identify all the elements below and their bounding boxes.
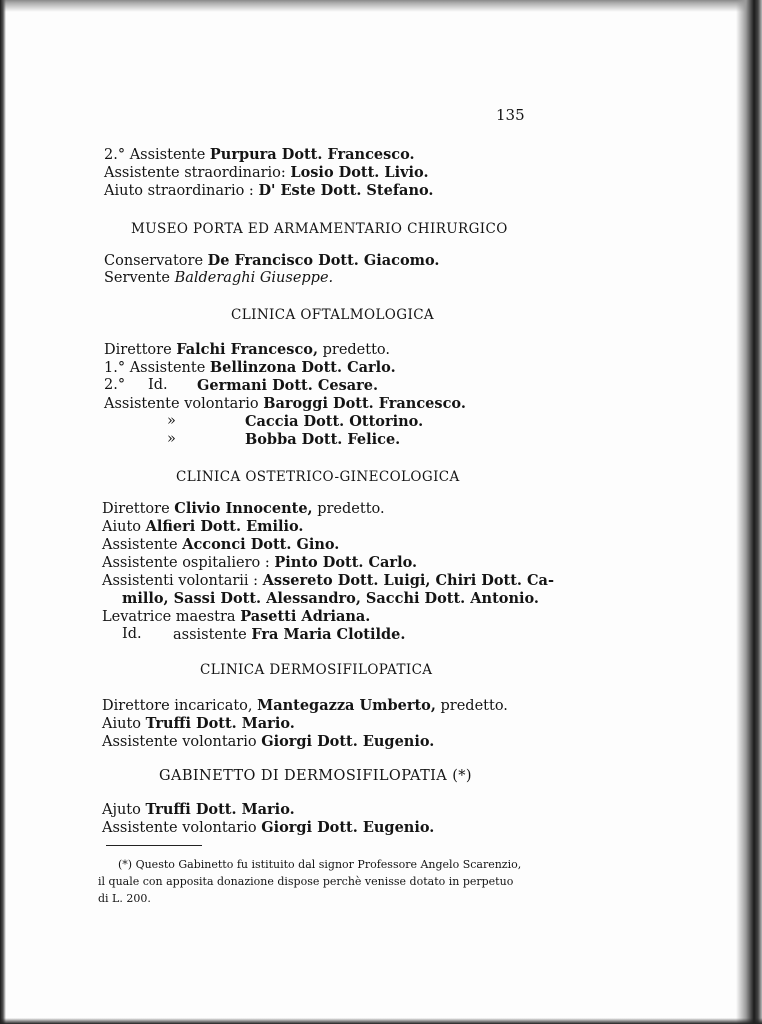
role-label: Assistenti volontarii : bbox=[102, 573, 259, 589]
staff-line bbox=[104, 395, 466, 413]
role-label: Aiuto straordinario : bbox=[104, 183, 254, 199]
staff-line bbox=[102, 715, 295, 733]
person-name: Giorgi Dott. Eugenio. bbox=[261, 819, 435, 836]
ditto-mark: » bbox=[167, 413, 176, 429]
scan-edge-left bbox=[0, 0, 6, 1024]
role-label: Assistente volontario bbox=[102, 820, 257, 836]
staff-line bbox=[102, 518, 303, 536]
section-heading-gabinetto: GABINETTO DI DERMOSIFILOPATIA (*) bbox=[159, 768, 472, 784]
staff-line bbox=[102, 554, 417, 572]
person-name: D' Este Dott. Stefano. bbox=[258, 182, 434, 199]
staff-line bbox=[104, 252, 440, 270]
staff-line bbox=[102, 536, 339, 554]
person-name: Pinto Dott. Carlo. bbox=[274, 554, 418, 571]
person-name: Baroggi Dott. Francesco. bbox=[263, 395, 466, 412]
role-label: Direttore bbox=[102, 501, 170, 517]
name-suffix: predetto. bbox=[440, 698, 508, 714]
role-label: assistente bbox=[173, 627, 247, 643]
footnote-line: di L. 200. bbox=[98, 892, 151, 905]
staff-line bbox=[102, 572, 554, 590]
staff-line bbox=[102, 819, 434, 837]
role-label: Assistente ospitaliero : bbox=[102, 555, 270, 571]
staff-line bbox=[102, 608, 370, 626]
person-name: Truffi Dott. Mario. bbox=[145, 801, 295, 818]
staff-line bbox=[104, 270, 333, 287]
role-label: Levatrice maestra bbox=[102, 609, 236, 625]
person-name: Giorgi Dott. Eugenio. bbox=[261, 733, 435, 750]
staff-line bbox=[102, 733, 434, 751]
scan-edge-right bbox=[736, 0, 762, 1024]
person-name: De Francisco Dott. Giacomo. bbox=[207, 252, 440, 269]
role-label: Aiuto bbox=[102, 519, 142, 535]
name-suffix: predetto. bbox=[317, 501, 385, 517]
person-name: Pasetti Adriana. bbox=[240, 608, 371, 625]
staff-line bbox=[104, 359, 396, 377]
footnote-line: (*) Questo Gabinetto fu istituito dal signor Professore Angelo Scarenzio, bbox=[118, 858, 522, 871]
person-name: Clivio Innocente, bbox=[174, 500, 313, 517]
role-label: Ajuto bbox=[102, 802, 141, 818]
section-heading-oftalmologica: CLINICA OFTALMOLOGICA bbox=[231, 307, 435, 323]
staff-line bbox=[102, 500, 385, 518]
staff-line bbox=[173, 626, 405, 644]
role-label: Direttore bbox=[104, 342, 172, 358]
role-label: Conservatore bbox=[104, 253, 204, 269]
role-label: 2.° Assistente bbox=[104, 147, 206, 163]
page-number: 135 bbox=[496, 106, 525, 124]
person-name: Mantegazza Umberto, bbox=[257, 697, 436, 714]
footnote-divider bbox=[106, 845, 202, 846]
person-name: Bobba Dott. Felice. bbox=[245, 431, 401, 448]
role-label: Assistente straordinario: bbox=[104, 165, 286, 181]
person-name: Falchi Francesco, bbox=[176, 341, 318, 358]
name-suffix: predetto. bbox=[322, 342, 391, 358]
ditto-mark: » bbox=[167, 431, 176, 447]
role-label: Direttore incaricato, bbox=[102, 698, 253, 714]
role-label: Servente bbox=[104, 270, 170, 286]
person-name: Fra Maria Clotilde. bbox=[251, 626, 406, 643]
person-name: Purpura Dott. Francesco. bbox=[209, 146, 415, 163]
person-name: Truffi Dott. Mario. bbox=[145, 715, 295, 732]
section-heading-ostetrico: CLINICA OSTETRICO-GINECOLOGICA bbox=[176, 469, 460, 485]
section-heading-museo: MUSEO PORTA ED ARMAMENTARIO CHIRURGICO bbox=[131, 221, 508, 237]
person-name: Balderaghi Giuseppe. bbox=[174, 270, 334, 286]
role-label: Aiuto bbox=[102, 716, 142, 732]
person-name: Caccia Dott. Ottorino. bbox=[245, 413, 424, 430]
role-label: 2.° bbox=[104, 377, 126, 393]
role-label: 1.° Assistente bbox=[104, 360, 206, 376]
person-name-continued: millo, Sassi Dott. Alessandro, Sacchi Dott. Antonio. bbox=[122, 590, 539, 607]
ditto-id: Id. bbox=[122, 626, 142, 642]
scan-edge-top bbox=[0, 0, 762, 12]
person-name: Assereto Dott. Luigi, Chiri Dott. Ca- bbox=[262, 572, 554, 589]
role-label: Assistente volontario bbox=[104, 396, 259, 412]
staff-line bbox=[104, 341, 390, 359]
role-label: Assistente volontario bbox=[102, 734, 257, 750]
footnote-line: il quale con apposita donazione dispose perchè venisse dotato in perpetuo bbox=[98, 875, 514, 888]
person-name: Bellinzona Dott. Carlo. bbox=[209, 359, 396, 376]
person-name: Losio Dott. Livio. bbox=[290, 164, 429, 181]
person-name: Acconci Dott. Gino. bbox=[182, 536, 340, 553]
scan-edge-bottom bbox=[0, 1018, 762, 1024]
role-label: Assistente bbox=[102, 537, 178, 553]
staff-line bbox=[102, 697, 508, 715]
staff-line bbox=[104, 377, 125, 394]
person-name: Alfieri Dott. Emilio. bbox=[145, 518, 304, 535]
staff-line bbox=[104, 146, 415, 164]
staff-line bbox=[104, 164, 429, 182]
staff-line bbox=[102, 801, 295, 819]
ditto-id: Id. bbox=[148, 377, 168, 393]
staff-line bbox=[104, 182, 433, 200]
person-name: Germani Dott. Cesare. bbox=[197, 377, 379, 394]
section-heading-dermosifilopatica: CLINICA DERMOSIFILOPATICA bbox=[200, 662, 433, 678]
